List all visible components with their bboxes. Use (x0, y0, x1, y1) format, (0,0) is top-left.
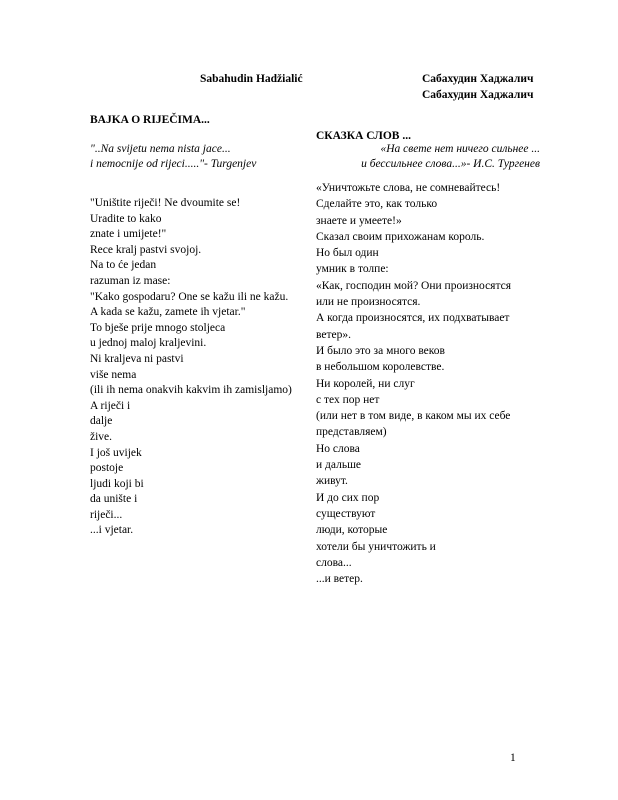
left-poem-line: I još uvijek (90, 446, 142, 459)
left-poem-line: A kada se kažu, zamete ih vjetar." (90, 306, 246, 319)
left-title: BAJKA O RIJEČIMA... (90, 114, 210, 126)
left-poem-line: ...i vjetar. (90, 524, 134, 537)
right-poem-line: в небольшом королевстве. (316, 361, 445, 374)
right-poem-line: слова... (316, 556, 352, 569)
right-poem-line: А когда произносятся, их подхватывает (316, 312, 510, 325)
right-poem-line: хотели бы уничтожить и (316, 540, 436, 553)
left-poem-line: razuman iz mase: (90, 274, 171, 287)
left-epigraph-line-1: "..Na svijetu nema nista jace... (90, 143, 231, 155)
left-poem-line: više nema (90, 368, 137, 381)
right-poem-line: представляем) (316, 426, 387, 439)
left-poem-line: "Uništite riječi! Ne dvoumite se! (90, 197, 241, 209)
right-poem-line: умник в толпе: (316, 263, 389, 276)
right-poem-line: Сделайте это, как только (316, 198, 438, 211)
right-poem-line: Сказал своим прихожанам король. (316, 230, 485, 243)
right-poem-line: или не произносятся. (316, 296, 421, 309)
right-poem-line: знаете и умеете!» (316, 214, 402, 227)
left-poem-line: Uradite to kako (90, 212, 162, 225)
author-cyrillic-repeat: Сабахудин Хаджалич (422, 89, 534, 101)
right-poem-line: с тех пор нет (316, 393, 380, 406)
right-poem-line: Но был один (316, 247, 379, 260)
right-poem-line: И до сих пор (316, 491, 380, 504)
right-poem-line: Ни королей, ни слуг (316, 377, 415, 390)
left-poem-line: dalje (90, 415, 113, 428)
left-epigraph-line-2: i nemocnije od rijeci....."- Turgenjev (90, 158, 257, 170)
author-latin: Sabahudin Hadžialić (200, 73, 303, 85)
left-poem-line: A riječi i (90, 399, 131, 412)
right-poem-line: И было это за много веков (316, 344, 445, 357)
right-poem (316, 180, 511, 587)
left-poem-line: žive. (90, 430, 113, 443)
right-poem-line: существуют (316, 507, 376, 520)
left-poem-line: ljudi koji bi (90, 477, 144, 490)
right-poem-line: «Уничтожьте слова, не сомневайтесь! (316, 182, 501, 194)
left-poem-line: u jednoj maloj kraljevini. (90, 337, 207, 350)
left-poem-line: riječi... (90, 508, 123, 521)
left-poem-line: Ni kraljeva ni pastvi (90, 352, 184, 365)
left-poem (90, 196, 292, 539)
right-poem-line: ветер». (316, 328, 351, 341)
right-epigraph-line-1: «На свете нет ничего сильнее ... (380, 143, 540, 155)
right-poem-line: «Как, господин мой? Они произносятся (316, 279, 512, 292)
page-number: 1 (510, 752, 516, 764)
right-poem-line: люди, которые (316, 524, 388, 537)
right-poem-line: живут. (316, 475, 348, 488)
left-poem-line: To bješe prije mnogo stoljeca (90, 321, 226, 334)
left-poem-line: Na to će jedan (90, 259, 157, 272)
left-poem-line: postoje (90, 462, 124, 475)
right-epigraph-line-2: и бессильнее слова...»- И.С. Тургенев (361, 158, 540, 170)
left-poem-line: (ili ih nema onakvih kakvim ih zamisljamo) (90, 384, 292, 397)
left-poem-line: da unište i (90, 493, 138, 506)
author-cyrillic: Сабахудин Хаджалич (422, 73, 534, 85)
right-poem-line: ...и ветер. (316, 573, 363, 586)
right-poem-line: (или нет в том виде, в каком мы их себе (316, 410, 511, 423)
left-poem-line: Rece kralj pastvi svojoj. (90, 243, 202, 256)
left-poem-line: znate i umijete!" (90, 228, 167, 241)
left-poem-line: "Kako gospodaru? One se kažu ili ne kažu. (90, 290, 289, 303)
right-title: СКАЗКА СЛОВ ... (316, 130, 411, 142)
right-poem-line: Но слова (316, 442, 360, 455)
right-poem-line: и дальше (316, 459, 362, 472)
